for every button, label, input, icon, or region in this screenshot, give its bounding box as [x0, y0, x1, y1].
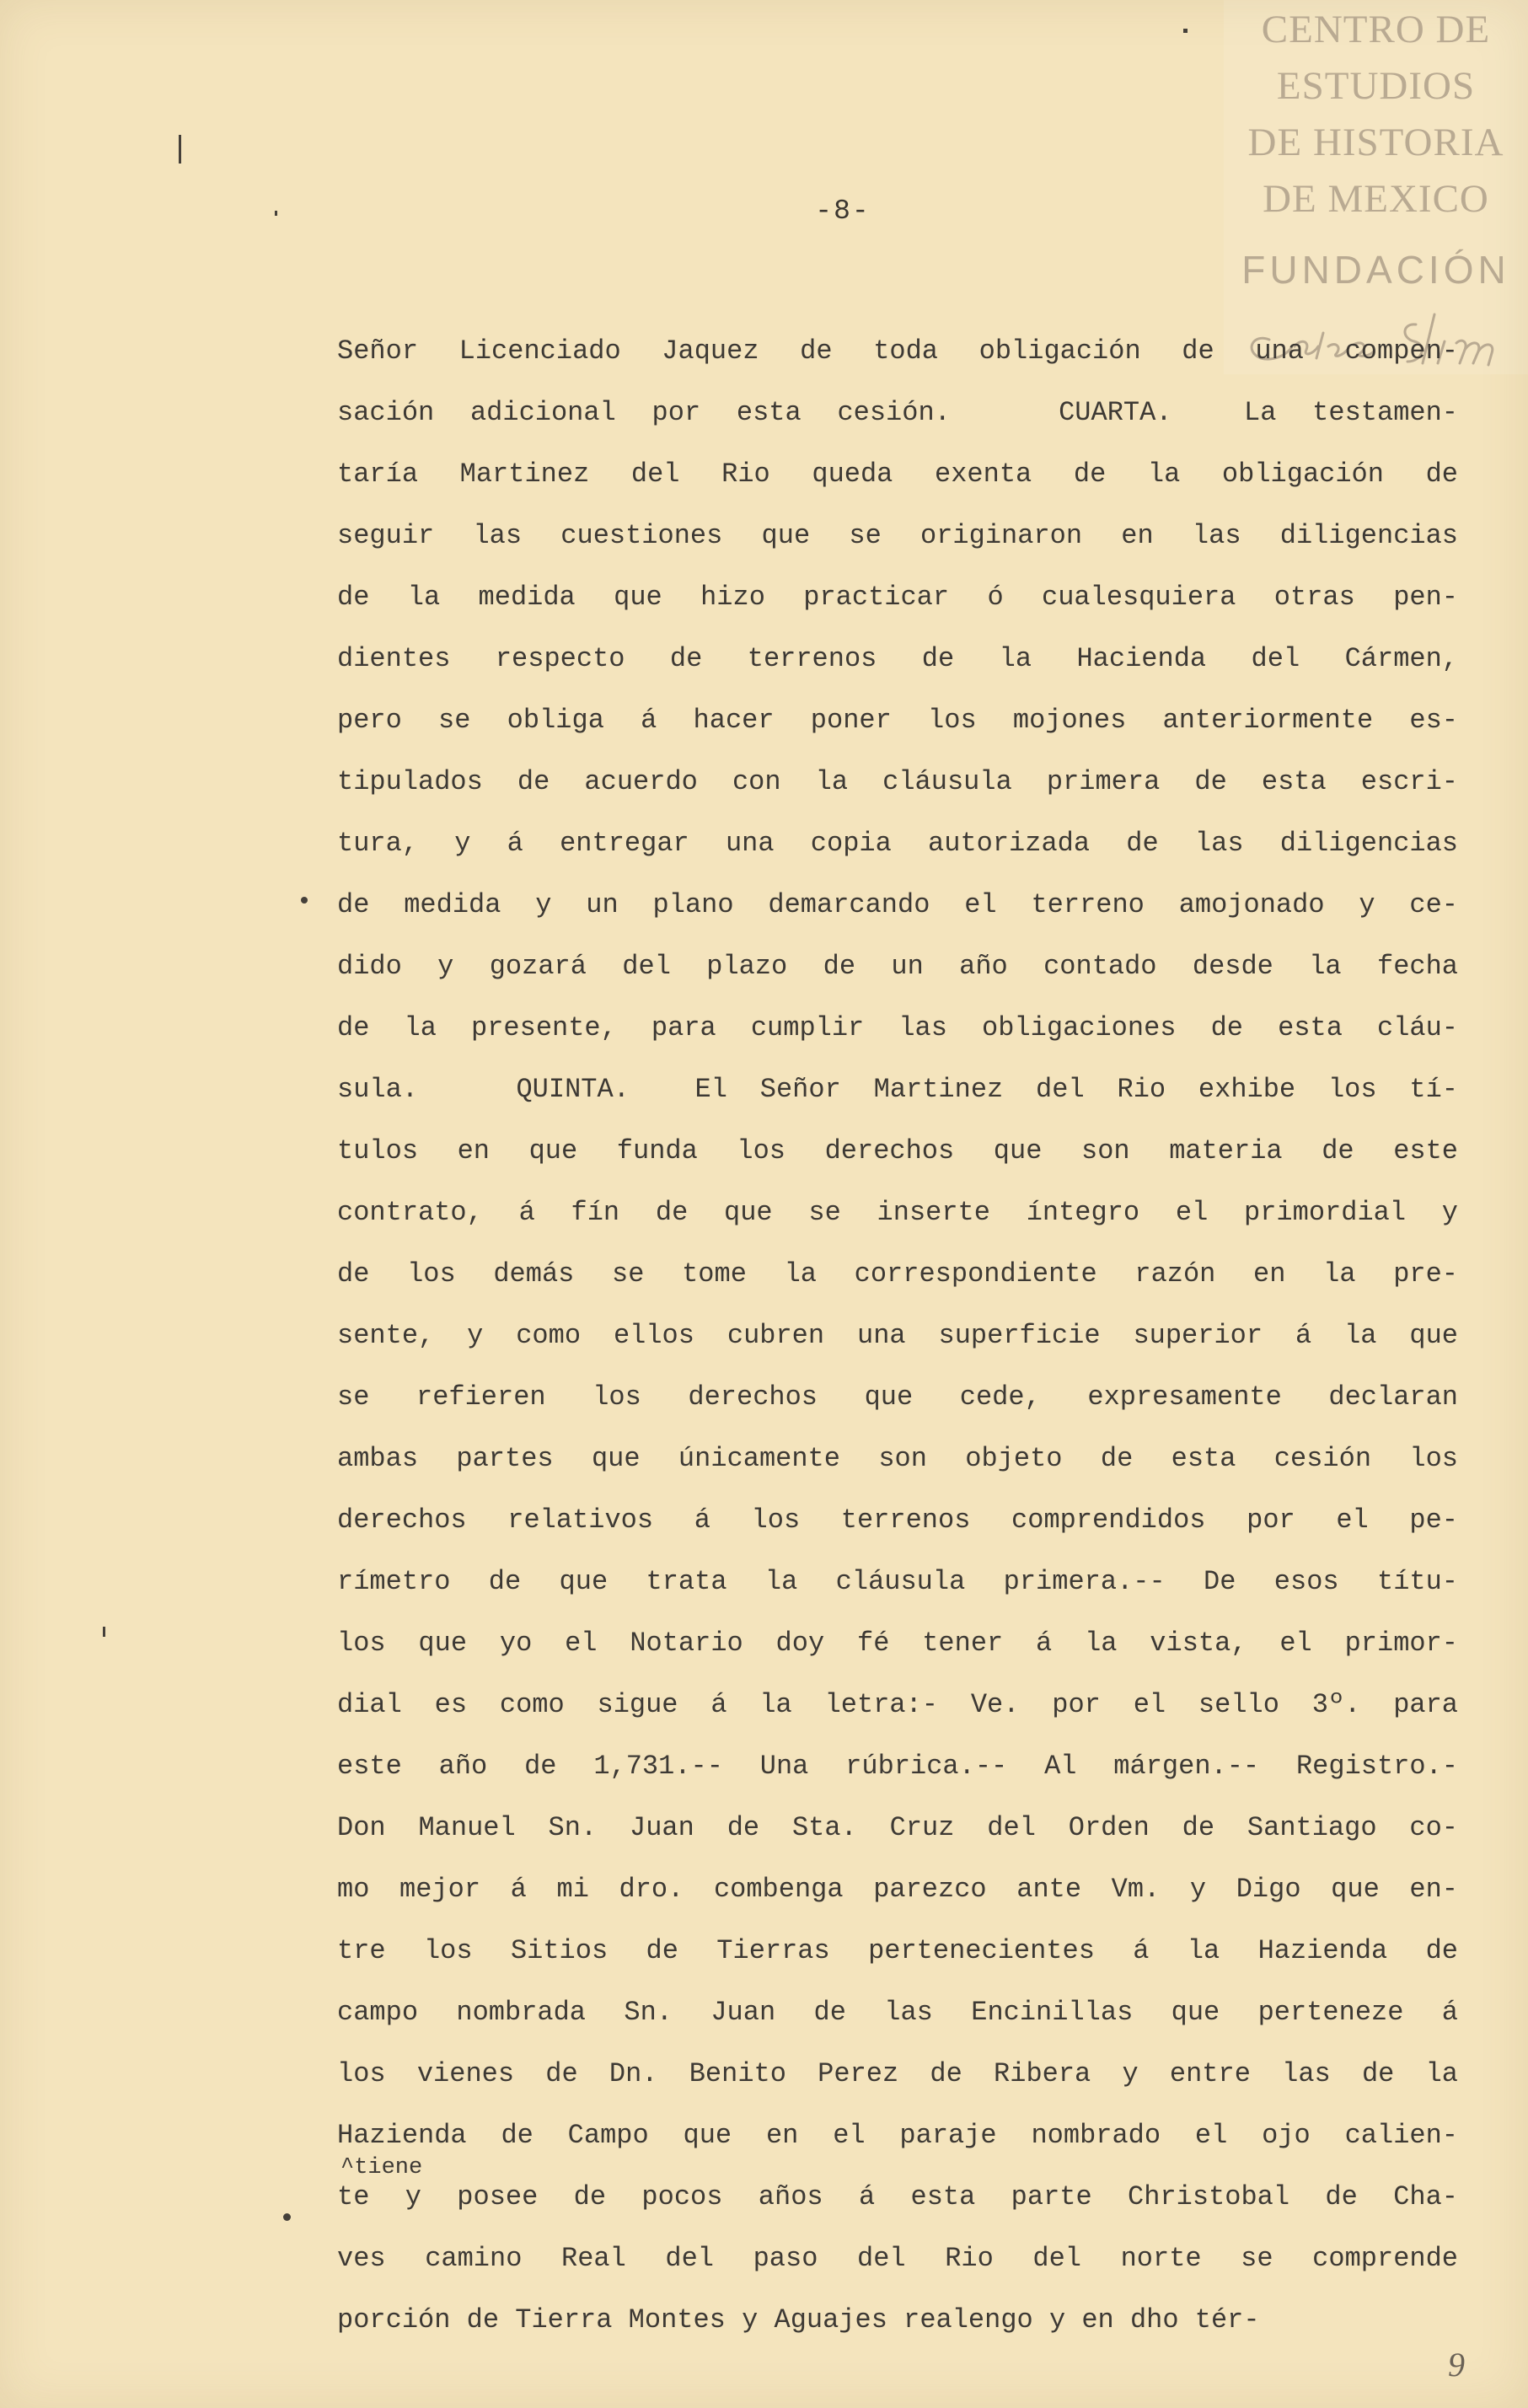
- text-line: los que yo el Notario doy fé tener á la vista, el primor-: [337, 1628, 1458, 1659]
- watermark-foundation: FUNDACIÓN: [1241, 248, 1510, 292]
- ink-mark: [275, 211, 277, 216]
- text-line: derechos relativos á los terrenos comprendidos por el pe-: [337, 1504, 1458, 1536]
- text-line: se refieren los derechos que cede, expresamente declaran: [337, 1381, 1458, 1413]
- text-line: seguir las cuestiones que se originaron en las diligencias: [337, 520, 1458, 551]
- text-line: ves camino Real del paso del Rio del norte se comprende: [337, 2243, 1458, 2274]
- text-line: Señor Licenciado Jaquez de toda obligación de una compen-: [337, 335, 1458, 367]
- watermark-line: DE HISTORIA: [1247, 121, 1504, 164]
- typed-text-body: [337, 320, 1458, 2351]
- interlinear-insertion: ^tiene: [340, 2155, 423, 2180]
- text-line: dial es como sigue á la letra:- Ve. por el sello 3º. para: [337, 1689, 1458, 1720]
- text-line: campo nombrada Sn. Juan de las Encinillas que perteneze á: [337, 1997, 1458, 2028]
- text-line: de medida y un plano demarcando el terreno amojonado y ce-: [337, 889, 1458, 920]
- text-line: porción de Tierra Montes y Aguajes realengo y en dho tér-: [337, 2304, 1260, 2336]
- ink-mark: [179, 135, 181, 164]
- text-line: sula. QUINTA. El Señor Martinez del Rio exhibe los tí-: [337, 1074, 1458, 1105]
- text-line: tre los Sitios de Tierras pertenecientes á la Hazienda de: [337, 1935, 1458, 1966]
- text-line: de la medida que hizo practicar ó cualesquiera otras pen-: [337, 582, 1458, 613]
- text-line: mo mejor á mi dro. combenga parezco ante Vm. y Digo que en-: [337, 1874, 1458, 1905]
- text-line: sente, y como ellos cubren una superficie superior á la que: [337, 1320, 1458, 1351]
- text-line: tulos en que funda los derechos que son materia de este: [337, 1135, 1458, 1166]
- text-line: de la presente, para cumplir las obligaciones de esta cláu-: [337, 1012, 1458, 1043]
- text-line: contrato, á fín de que se inserte íntegro el primordial y: [337, 1197, 1458, 1228]
- text-line: tipulados de acuerdo con la cláusula primera de esta escri-: [337, 766, 1458, 797]
- archive-watermark: [1224, 0, 1528, 374]
- text-line: Hazienda de Campo que en el paraje nombrado el ojo calien-: [337, 2120, 1458, 2151]
- page-number: -8-: [815, 196, 871, 227]
- text-line: dientes respecto de terrenos de la Hacienda del Cármen,: [337, 643, 1458, 674]
- watermark-line: CENTRO DE: [1261, 8, 1491, 51]
- ink-mark: [1183, 29, 1188, 33]
- text-line: tura, y á entregar una copia autorizada de las diligencias: [337, 828, 1458, 859]
- text-line: sación adicional por esta cesión. CUARTA. La testamen-: [337, 397, 1458, 428]
- watermark-line: ESTUDIOS: [1276, 64, 1476, 108]
- text-line: pero se obliga á hacer poner los mojones anteriormente es-: [337, 705, 1458, 736]
- text-line: rímetro de que trata la cláusula primera.-- De esos títu-: [337, 1566, 1458, 1597]
- ink-mark: [103, 1627, 105, 1637]
- text-line: este año de 1,731.-- Una rúbrica.-- Al márgen.-- Registro.-: [337, 1751, 1458, 1782]
- text-line: ambas partes que únicamente son objeto de esta cesión los: [337, 1443, 1458, 1474]
- text-line: los vienes de Dn. Benito Perez de Ribera y entre las de la: [337, 2058, 1458, 2089]
- ink-mark: [301, 897, 308, 904]
- text-line: taría Martinez del Rio queda exenta de la obligación de: [337, 459, 1458, 490]
- watermark-line: DE MEXICO: [1263, 177, 1489, 221]
- text-line: dido y gozará del plazo de un año contado desde la fecha: [337, 951, 1458, 982]
- text-line: Don Manuel Sn. Juan de Sta. Cruz del Orden de Santiago co-: [337, 1812, 1458, 1843]
- ink-mark: [283, 2213, 291, 2221]
- text-line: de los demás se tome la correspondiente razón en la pre-: [337, 1258, 1458, 1290]
- handwritten-folio-number: 9: [1448, 2346, 1465, 2384]
- text-line: te y posee de pocos años á esta parte Christobal de Cha-: [337, 2181, 1458, 2212]
